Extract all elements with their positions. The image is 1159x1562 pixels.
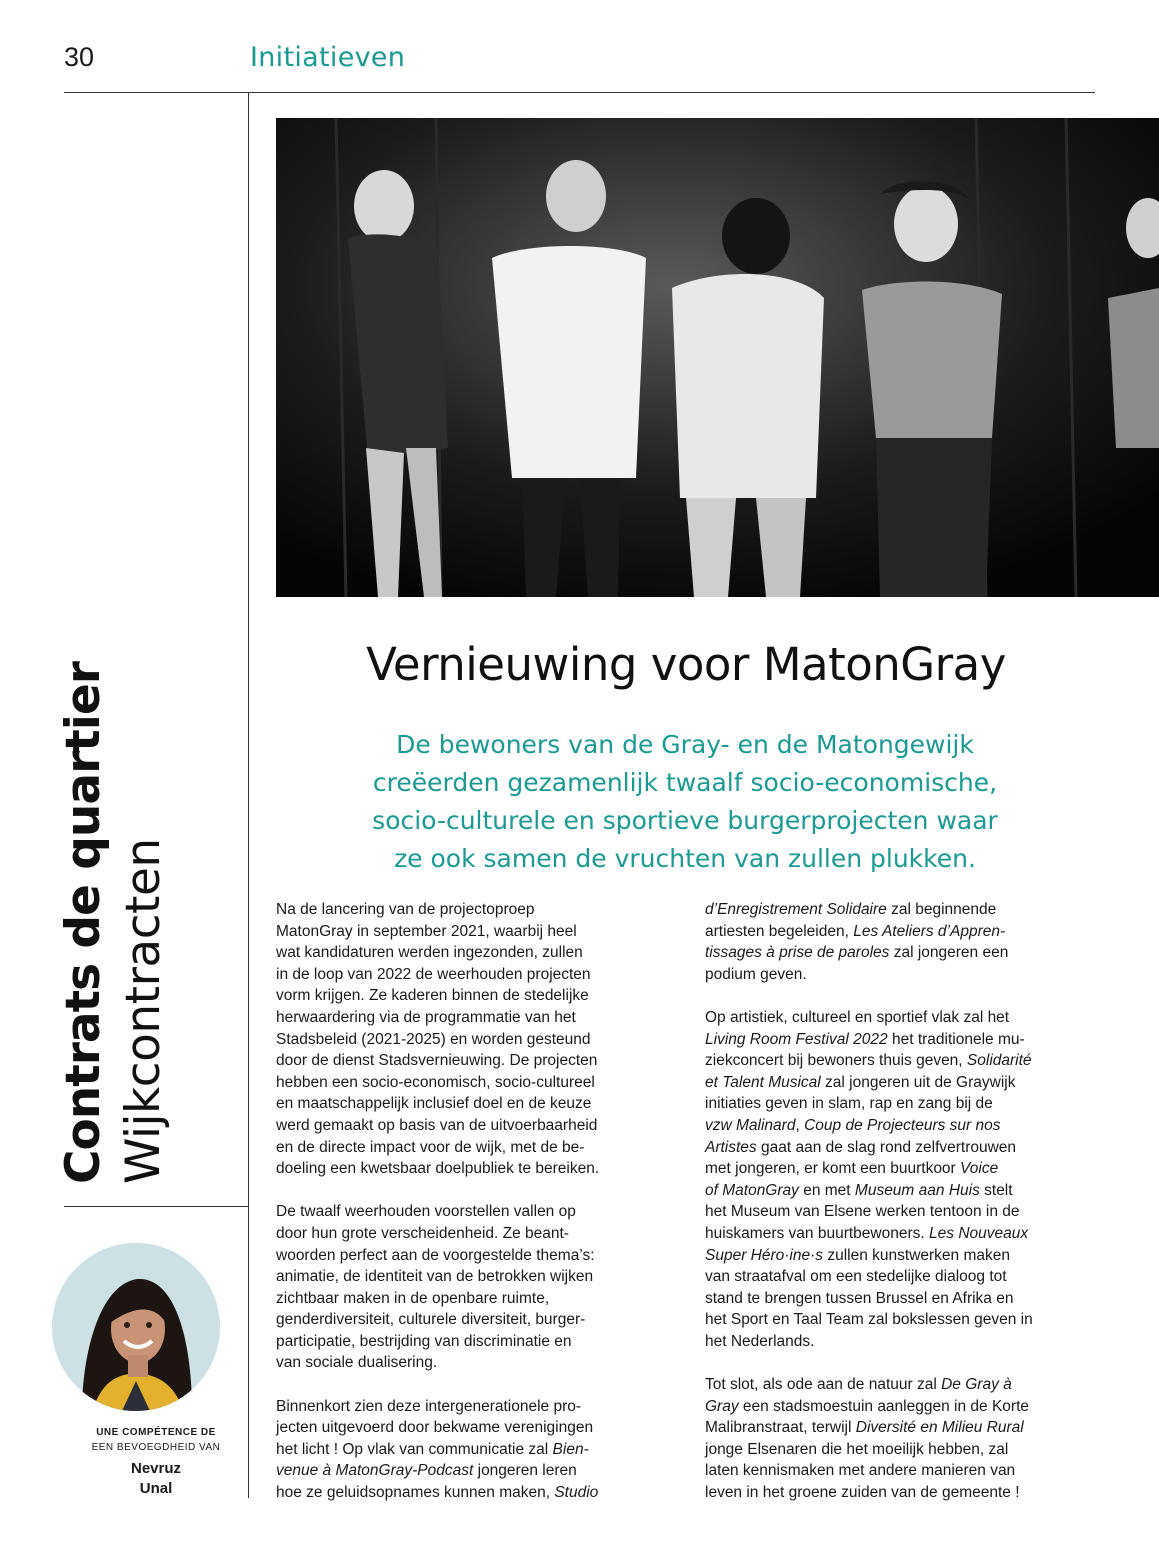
text-line: tissages à prise de paroles zal jongeren een (705, 944, 1009, 962)
text-line: met jongeren, er komt een buurtkoor Voice (705, 1160, 999, 1178)
text-line: in de loop van 2022 de weerhouden projecten (276, 965, 591, 983)
text-line: ziekconcert bij bewoners thuis geven, Solidarité (705, 1052, 1032, 1070)
vertical-rule (248, 93, 249, 1498)
text-line: Gray een stadsmoestuin aanleggen in de Korte (705, 1397, 1029, 1415)
text-line: woorden perfect aan de voorgestelde thema’s: (276, 1246, 595, 1264)
sidebar-rule (64, 1206, 248, 1207)
text-line: animatie, de identiteit van de betrokken wijken (276, 1268, 594, 1286)
text-line: van straatafval om een stedelijke dialoog tot (705, 1268, 1007, 1286)
text-line: werd gemaakt op basis van de uitvoerbaarheid (276, 1116, 598, 1134)
text-line: doeling een kwetsbaar doelpubliek te bereiken. (276, 1160, 600, 1178)
text-line: podium geven. (705, 965, 807, 983)
text-line: vzw Malinard, Coup de Projecteurs sur nos (705, 1116, 1001, 1134)
text-line: het Sport en Taal Team zal bokslessen geven in (705, 1311, 1033, 1329)
text-line: Malibranstraat, terwijl Diversité en Milieu Rural (705, 1419, 1024, 1437)
portrait-photo (52, 1243, 220, 1411)
paragraph-nature (705, 1374, 1100, 1504)
text-line: door de dienst Stadsvernieuwing. De projecten (276, 1052, 598, 1070)
text-line: en maatschappelijk inclusief doel en de keuze (276, 1095, 592, 1113)
text-line: door hun grote verscheidenheid. Ze beant- (276, 1224, 569, 1242)
credit-last-name: Unal (139, 1480, 173, 1497)
text-line: herwaardering via de programmatie van het (276, 1008, 576, 1026)
text-line: het Nederlands. (705, 1332, 815, 1350)
lead-line: socio-culturele en sportieve burgerprojecten waar (372, 806, 998, 835)
text-line: Na de lancering van de projectoproep (276, 901, 535, 918)
page-number: 30 (64, 42, 95, 72)
text-line: jonge Elsenaren die het moeilijk hebben, zal (705, 1440, 1009, 1458)
text-line: stand te brengen tussen Brussel en Afrika en (705, 1289, 1014, 1307)
text-line: d’Enregistrement Solidaire zal beginnende (705, 901, 997, 918)
section-label: Initiatieven (250, 42, 406, 73)
text-line: Binnenkort zien deze intergenerationele pro- (276, 1397, 582, 1415)
top-rule (64, 92, 1095, 93)
lead-line: creëerden gezamenlijk twaalf socio-economische, (372, 768, 998, 797)
text-line: Super Héro·ine·s zullen kunstwerken maken (705, 1246, 1010, 1264)
sidebar-title-fr: Contrats de quartier (56, 662, 111, 1184)
text-line: Artistes gaat aan de slag rond zelfvertrouwen (705, 1138, 1017, 1156)
text-line: participatie, bestrijding van discriminatie en (276, 1332, 572, 1350)
text-line: De twaalf weerhouden voorstellen vallen op (276, 1203, 576, 1221)
text-line: initiaties geven in slam, rap en zang bij de (705, 1095, 993, 1113)
text-line: het Museum van Elsene werken tentoon in de (705, 1203, 1020, 1221)
sidebar-titles (54, 662, 174, 1184)
text-line: vorm krijgen. Ze kaderen binnen de stedelijke (276, 987, 589, 1005)
text-line: van sociale dualisering. (276, 1354, 438, 1372)
credit-name (64, 1459, 248, 1499)
text-line: het licht ! Op vlak van communicatie zal Bien- (276, 1440, 589, 1458)
article-lead (330, 726, 1040, 878)
text-line: Op artistiek, cultureel en sportief vlak zal het (705, 1008, 1010, 1026)
credit-fr: UNE COMPÉTENCE DE (96, 1427, 216, 1438)
text-line: venue à MatonGray-Podcast jongeren leren (276, 1462, 577, 1480)
paragraph-culture (705, 1007, 1100, 1353)
paragraph-themes (276, 1201, 671, 1374)
article-column-right (705, 899, 1100, 1525)
article-column-left (276, 899, 671, 1525)
text-line: et Talent Musical zal jongeren uit de Graywijk (705, 1073, 1016, 1091)
sidebar-title-nl: Wijkcontracten (116, 838, 171, 1184)
text-line: MatonGray in september 2021, waarbij heel (276, 922, 577, 940)
text-line: huiskamers van buurtbewoners. Les Nouveaux (705, 1224, 1029, 1242)
hero-photo (276, 118, 1159, 597)
paragraph-studio (705, 899, 1100, 985)
hero-illustration (276, 118, 1159, 597)
paragraph-communication (276, 1396, 671, 1504)
text-line: zichtbaar maken in de openbare ruimte, (276, 1289, 550, 1307)
article-headline: Vernieuwing voor MatonGray (366, 638, 1006, 691)
text-line: wat kandidaturen werden ingezonden, zullen (276, 944, 583, 962)
lead-line: ze ook samen de vruchten van zullen plukken. (394, 844, 976, 873)
credit-nl: EEN BEVOEGDHEID VAN (91, 1442, 221, 1453)
paragraph-intro (276, 899, 671, 1180)
text-line: Tot slot, als ode aan de natuur zal De Gray à (705, 1376, 1012, 1394)
text-line: en de directe impact voor de wijk, met de be- (276, 1138, 585, 1156)
text-line: hoe ze geluidsopnames kunnen maken, Studio (276, 1484, 599, 1502)
credit-first-name: Nevruz (130, 1460, 182, 1477)
portrait-illustration (52, 1243, 220, 1411)
text-line: of MatonGray en met Museum aan Huis stelt (705, 1181, 1013, 1199)
text-line: laten kennismaken met andere manieren van (705, 1462, 1016, 1480)
text-line: genderdiversiteit, culturele diversiteit, burger- (276, 1311, 586, 1329)
text-line: artiesten begeleiden, Les Ateliers d’Appren- (705, 922, 1006, 940)
text-line: Living Room Festival 2022 het traditionele mu- (705, 1030, 1025, 1048)
text-line: Stadsbeleid (2021-2025) en worden gesteund (276, 1030, 591, 1048)
text-line: jecten uitgevoerd door bekwame verenigingen (276, 1419, 594, 1437)
text-line: leven in het groene zuiden van de gemeente ! (705, 1484, 1020, 1502)
lead-line: De bewoners van de Gray- en de Matongewijk (396, 730, 974, 759)
text-line: hebben een socio-economisch, socio-cultureel (276, 1073, 595, 1091)
